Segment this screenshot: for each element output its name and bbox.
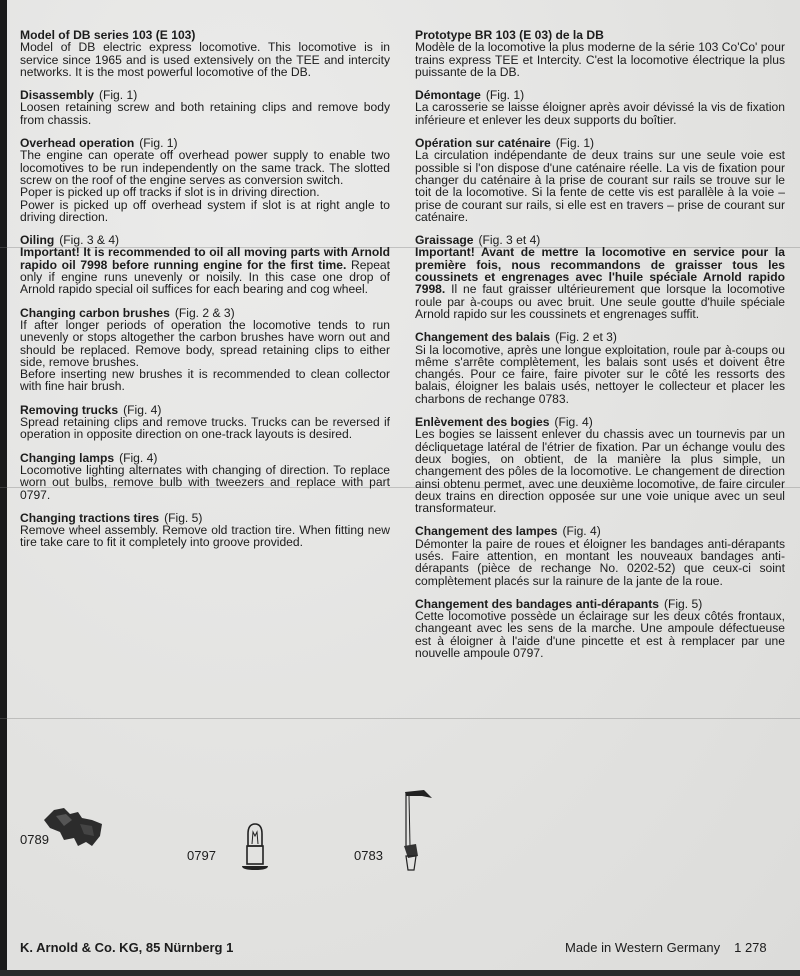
part-number-0789: 0789	[20, 832, 49, 847]
section-paragraph	[20, 319, 390, 368]
english-column	[20, 29, 390, 560]
section-paragraph	[20, 464, 390, 501]
part-number-0783: 0783	[354, 848, 383, 863]
paragraph-text: Démonter la paire de roues et éloigner les bandages anti-dérapants usés. Faire attention, en montant les nouveaux bandages anti-dérapants (pièce de rechange No. 0202-52) que ceux-ci soint complètement placés sur la rainure de la jante de la roue.	[415, 536, 785, 588]
section-title: Model of DB series 103 (E 103)	[20, 28, 196, 42]
section-paragraph	[20, 416, 390, 441]
instruction-section	[415, 598, 785, 659]
instruction-section	[415, 416, 785, 514]
instruction-section	[20, 512, 390, 549]
paragraph-text: Loosen retaining screw and both retaining clips and remove body from chassis.	[20, 100, 390, 127]
instruction-section	[415, 137, 785, 223]
section-paragraph	[415, 149, 785, 223]
section-title: Enlèvement des bogies	[415, 415, 550, 430]
section-title: Démontage	[415, 88, 481, 103]
paragraph-text: Before inserting new brushes it is recommended to clean collector with fine hair brush.	[20, 367, 390, 394]
section-title: Changement des bandages anti-dérapants	[415, 596, 659, 611]
instruction-section	[415, 234, 785, 320]
instruction-section	[20, 29, 390, 78]
part-number-0797: 0797	[187, 848, 216, 863]
paragraph-text: If after longer periods of operation the locomotive tends to run unevenly or stops altogether the carbon brushes have worn out and should be replaced. Remove body, spread retaining clips to either side, remove brushes.	[20, 317, 390, 369]
figure-reference: (Fig. 1)	[555, 136, 595, 151]
paragraph-text: Locomotive lighting alternates with changing of direction. To replace worn out bulbs, remove bulb with tweezers and replace with part 0797.	[20, 462, 390, 502]
figure-reference: (Fig. 3 & 4)	[59, 233, 120, 248]
paragraph-text: Spread retaining clips and remove trucks. Trucks can be reversed if operation in opposite direction on one-track layouts is desired.	[20, 415, 390, 442]
retaining-clip-icon	[42, 804, 106, 850]
section-paragraph	[415, 538, 785, 587]
print-code: 1 278	[734, 940, 767, 955]
instruction-section	[415, 89, 785, 126]
section-title: Opération sur caténaire	[415, 136, 551, 151]
section-paragraph	[20, 199, 390, 224]
manufacturer-address: K. Arnold & Co. KG, 85 Nürnberg 1	[20, 940, 234, 955]
section-paragraph	[415, 101, 785, 126]
section-paragraph	[415, 246, 785, 320]
paragraph-text: Il ne faut graisser ultérieurement que lorsque la locomotive roule par à-coups ou avec bruit. Une seule goutte d'huile spéciale Arnold rapido sur les coussinets et engrenages suffit.	[415, 282, 785, 321]
figure-reference: (Fig. 1)	[139, 136, 178, 151]
figure-reference: (Fig. 4)	[123, 402, 162, 417]
bulb-icon	[240, 822, 270, 874]
figure-reference: (Fig. 5)	[164, 510, 203, 525]
paragraph-text: Remove wheel assembly. Remove old traction tire. When fitting new tire take care to fit it completely into groove provided.	[20, 523, 390, 550]
paragraph-text: Si la locomotive, après une longue exploitation, roule par à-coups ou même s'arrête complètement, les balais sont usés et doivent être changés. Pour ce faire, faire pivoter sur le côté les ressorts des balais, éloigner les balais usés, nettoyer le collecteur et placer les charbons de rechange 0783.	[415, 342, 785, 406]
section-paragraph	[415, 344, 785, 405]
figure-reference: (Fig. 4)	[119, 450, 158, 465]
paragraph-text: La carosserie se laisse éloigner après avoir dévissé la vis de fixation inférieure et enlever les deux supports du boîtier.	[415, 100, 785, 127]
paragraph-text: Les bogies se laissent enlever du chassis avec un tournevis par un décliquetage latéral de l'étrier de fixation. Par un échange voulu des deux bogies, on obtient, de la manière la plus simple, un changement des pôles de la locomotive. Le changement de direction ainsi obtenu permet, avec une deuxième locomotive, de faire circuler deux trains en direction opposée sur une voie unique avec un seul transformateur.	[415, 427, 785, 516]
instruction-section	[415, 29, 785, 78]
figure-reference: (Fig. 1)	[98, 88, 138, 103]
instruction-section	[415, 331, 785, 405]
section-paragraph	[20, 368, 390, 393]
section-title: Disassembly	[20, 88, 94, 103]
paragraph-text: Modèle de la locomotive la plus moderne de la série 103 Co'Co' pour trains express TEE et Intercity. C'est la locomotive électrique la plus puissante de la DB.	[415, 40, 785, 79]
paper-crease	[0, 718, 800, 719]
section-title: Changing carbon brushes	[20, 305, 170, 320]
paragraph-text: The engine can operate off overhead power supply to enable two locomotives to be run independently on the same track. The slotted screw on the roof of the engine serves as conversion switch.	[20, 148, 390, 187]
instruction-section	[20, 307, 390, 393]
section-title: Graissage	[415, 233, 474, 248]
french-column	[415, 29, 785, 670]
section-title: Overhead operation	[20, 136, 135, 151]
figure-reference: (Fig. 3 et 4)	[478, 233, 541, 248]
paragraph-text: Poper is picked up off tracks if slot is in driving direction.	[20, 185, 320, 200]
instruction-section	[20, 234, 390, 295]
figure-reference: (Fig. 2 & 3)	[174, 305, 235, 320]
figure-reference: (Fig. 2 et 3)	[555, 330, 617, 345]
section-paragraph	[20, 246, 390, 295]
paragraph-text: La circulation indépendante de deux trains sur une seule voie est possible si l'on dispose d'une caténaire réelle. La vis de fixation pour changer du caténaire à la prise de courant sur rails se trouve sur le toit de la locomotive. Si la fente de cette vis est parallèle à la voie – prise de courant sur rails, si elle est en travers – prise de courant sur caténaire.	[415, 148, 785, 224]
important-notice: Important! It is recommended to oil all moving parts with Arnold rapido oil 7998 before running engine for the first time.	[20, 245, 390, 272]
paragraph-text: Power is picked up off overhead system if slot is at right angle to driving direction.	[20, 197, 390, 224]
instruction-section	[20, 89, 390, 126]
paragraph-text: Model of DB electric express locomotive. This locomotive is in service since 1965 and is used extensively on the TEE and intercity networks. It is the most powerful locomotive of the DB.	[20, 40, 390, 79]
carbon-brush-spring-icon	[400, 790, 436, 874]
instruction-section	[20, 452, 390, 501]
section-title: Oiling	[20, 233, 55, 248]
paragraph-text: Cette locomotive possède un éclairage sur les deux côtés frontaux, changeant avec les sens de la marche. Une ampoule défectueuse est à éloigner à l'aide d'une pincette et est à remplacer par une nouvelle ampoule 0797.	[415, 609, 785, 661]
section-title: Removing trucks	[20, 402, 119, 417]
section-title: Prototype BR 103 (E 03) de la DB	[415, 28, 604, 42]
instruction-section	[20, 404, 390, 441]
scan-edge-bottom	[0, 970, 800, 976]
figure-reference: (Fig. 1)	[485, 88, 525, 103]
figure-reference: (Fig. 5)	[663, 596, 703, 611]
section-paragraph	[20, 524, 390, 549]
footer-origin	[565, 940, 767, 955]
instruction-section	[415, 525, 785, 586]
section-title: Changing lamps	[20, 450, 115, 465]
section-paragraph	[415, 610, 785, 659]
instruction-section	[20, 137, 390, 223]
section-paragraph	[20, 41, 390, 78]
important-notice: Important! Avant de mettre la locomotive en service pour la première fois, nous recommandons de graisser tous les coussinets et engrenages avec l'huile spéciale Arnold rapido 7998.	[415, 245, 785, 297]
figure-reference: (Fig. 4)	[554, 415, 593, 430]
section-title: Changement des balais	[415, 330, 551, 345]
section-title: Changing tractions tires	[20, 510, 160, 525]
spare-parts-row	[0, 780, 800, 880]
figure-reference: (Fig. 4)	[562, 524, 601, 539]
section-paragraph	[20, 149, 390, 186]
paragraph-text: Repeat only if engine runs unevenly or noisily. In this case one drop of Arnold rapido special oil suffices for each bearing and cog wheel.	[20, 257, 391, 297]
section-paragraph	[20, 101, 390, 126]
section-paragraph	[415, 41, 785, 78]
section-paragraph	[415, 428, 785, 514]
section-title: Changement des lampes	[415, 524, 558, 539]
made-in-label: Made in Western Germany	[565, 940, 721, 955]
